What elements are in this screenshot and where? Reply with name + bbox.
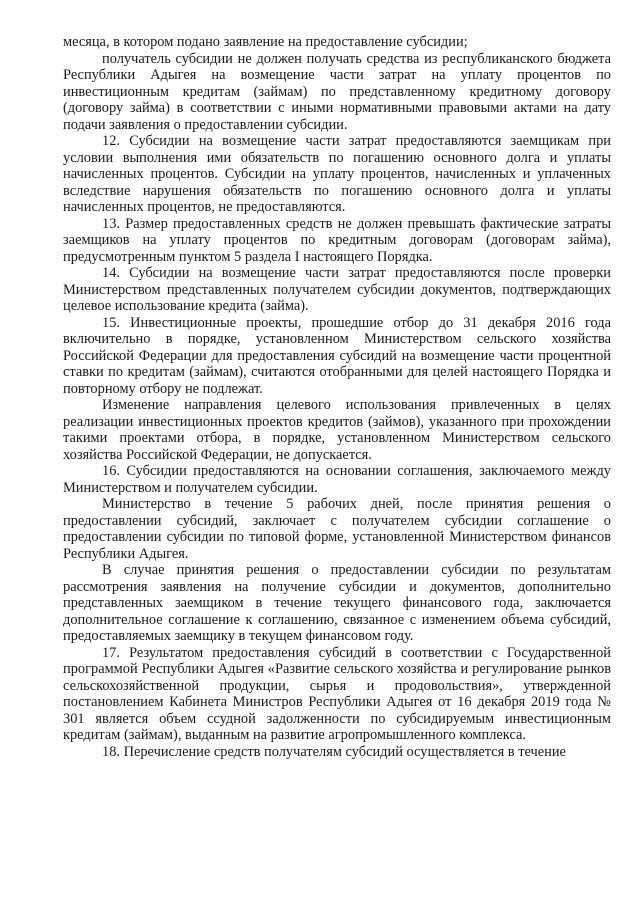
paragraph-item-15: 15. Инвестиционные проекты, прошедшие отбор до 31 декабря 2016 года включительно в порядке, установленном Министерством сельского хозяйства Российской Федерации для предоставления субсидий на возмещение части процентной ставки по кредитам (займам), считаются отобранными для целей настоящего Порядка и повторному отбору не подлежат.: [63, 314, 611, 397]
paragraph-item-17: 17. Результатом предоставления субсидий в соответствии с Государственной программой Республики Адыгея «Развитие сельского хозяйства и регулирование рынков сельскохозяйственной продукции, сырья и продовольствия», утвержденной постановлением Кабинета Министров Республики Адыгея от 16 декабря 2019 года № 301 является объем ссудной задолженности по субсидируемым инвестиционным кредитам (займам), выданным на развитие агропромышленного комплекса.: [63, 644, 611, 743]
paragraph-item-13: 13. Размер предоставленных средств не должен превышать фактические затраты заемщиков на уплату процентов по кредитным договорам (договорам займа), предусмотренным пунктом 5 раздела I настоящего Порядка.: [63, 215, 611, 265]
paragraph-item-16: 16. Субсидии предоставляются на основании соглашения, заключаемого между Министерством и получателем субсидии.: [63, 463, 611, 496]
paragraph-continuation: месяца, в котором подано заявление на предоставление субсидии;: [63, 34, 468, 50]
paragraph-item-14: 14. Субсидии на возмещение части затрат предоставляются после проверки Министерством представленных получателем субсидии документов, подтверждающих целевое использование кредита (займа).: [63, 265, 611, 314]
paragraph-subsidy-condition: получатель субсидии не должен получать средства из республиканского бюджета Республики Адыгея на возмещение части затрат на уплату процентов по инвестиционным кредитам (займам) по представленному кредитному договору (договору займа) в соответствии с иными нормативными правовыми актами на дату подачи заявления о предоставлении субсидии.: [63, 50, 611, 133]
paragraph-item-12: 12. Субсидии на возмещение части затрат предоставляются заемщикам при условии выполнения ими обязательств по погашению основного долга и уплаты начисленных процентов. Субсидии на уплату процентов, начисленных и уплаченных вследствие нарушения обязательств по погашению основного долга и уплаты начисленных процентов, не предоставляются.: [63, 133, 611, 215]
paragraph-item-18: 18. Перечисление средств получателям субсидий осуществляется в течение: [102, 743, 566, 760]
paragraph-item-15-change: Изменение направления целевого использования привлеченных в целях реализации инвестиционных проектов кредитов (займов), указанного при прохождении такими проектами отбора, в порядке, установленном Министерством сельского хозяйства Российской Федерации, не допускается.: [63, 397, 611, 463]
paragraph-item-16-ministry: Министерство в течение 5 рабочих дней, после принятия решения о предоставлении субсидий, заключает с получателем субсидии соглашение о предоставлении субсидии по типовой форме, установленной Министерством финансов Республики Адыгея.: [63, 496, 611, 562]
paragraph-item-16-additional: В случае принятия решения о предоставлении субсидии по результатам рассмотрения заявления на получение субсидии и документов, дополнительно представленных заемщиком в течение текущего финансового года, заключается дополнительное соглашение к соглашению, связанное с изменением объема субсидий, предоставляемых заемщику в текущем финансовом году.: [63, 562, 611, 644]
